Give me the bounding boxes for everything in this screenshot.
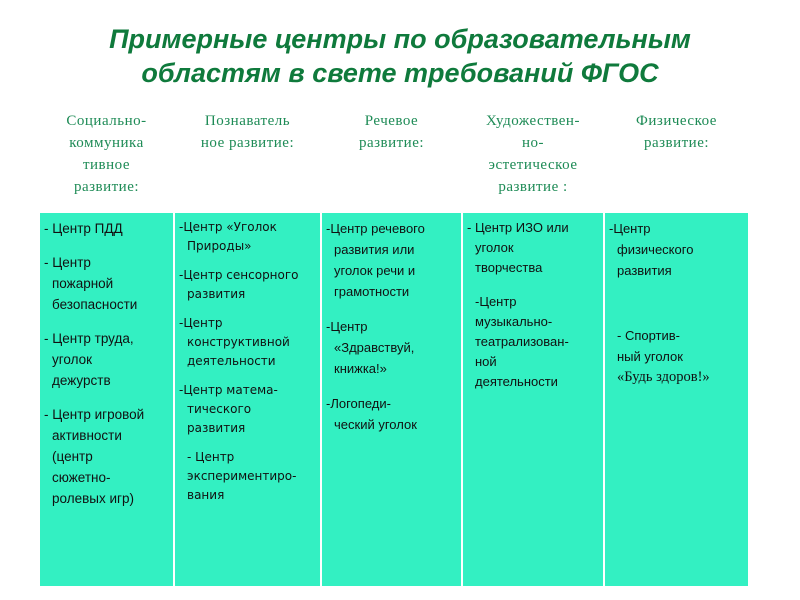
cell-line: деятельности <box>475 374 558 389</box>
cell-line: -Центр <box>179 316 223 330</box>
header-line: развитие: <box>358 135 425 151</box>
cell-line: - Центр труда, <box>44 331 134 346</box>
header-line: Познаватель <box>204 113 291 129</box>
cell-line: конструктивной <box>187 335 290 349</box>
cell-line: -Центр речевого <box>326 221 425 236</box>
cell-line: физического <box>617 242 694 257</box>
header-cognitive <box>175 110 320 210</box>
table-body-row <box>40 213 748 586</box>
cell-line: сюжетно- <box>52 470 111 485</box>
cell-line: ной <box>475 354 497 369</box>
header-social-communicative <box>40 110 173 210</box>
header-line: но- <box>521 135 545 151</box>
cell-line: дежурств <box>52 373 111 388</box>
header-physical <box>605 110 748 210</box>
header-line: эстетическое <box>488 157 578 173</box>
cell-line: -Центр сенсорного <box>179 268 299 282</box>
cell-line: театрализован- <box>475 334 569 349</box>
header-line: коммуника <box>69 135 144 151</box>
cell-line: развития <box>617 263 672 278</box>
cell-line: развития или <box>334 242 415 257</box>
cell-line: Природы» <box>187 239 252 253</box>
header-artistic-aesthetic <box>463 110 603 210</box>
cell-line: -Центр <box>475 294 517 309</box>
cell-social-communicative <box>40 213 173 586</box>
cell-physical <box>605 213 748 586</box>
cell-line: грамотности <box>334 284 410 299</box>
cell-line: «Будь здоров!» <box>617 369 710 385</box>
cell-line: музыкально- <box>475 314 553 329</box>
cell-line: - Центр <box>44 255 91 270</box>
cell-line: -Центр матема- <box>179 383 278 397</box>
header-line: ное развитие: <box>200 135 295 151</box>
cell-artistic-aesthetic <box>463 213 603 586</box>
cell-line: пожарной <box>52 276 114 291</box>
centers-table <box>40 110 748 586</box>
cell-line: безопасности <box>52 297 138 312</box>
cell-line: экспериментиро- <box>187 469 297 483</box>
cell-line: деятельности <box>187 354 276 368</box>
cell-line: уголок <box>475 240 514 255</box>
cell-line: - Центр игровой <box>44 407 145 422</box>
cell-line: -Центр <box>609 221 651 236</box>
cell-line: активности <box>52 428 122 443</box>
cell-line: уголок <box>52 352 93 367</box>
header-line: Художествен- <box>486 113 580 129</box>
cell-line: вания <box>187 488 225 502</box>
cell-line: (центр <box>52 449 93 464</box>
cell-line: развития <box>187 287 246 301</box>
cell-line: ческий уголок <box>334 417 417 432</box>
cell-line: -Центр <box>326 319 368 334</box>
header-line: развитие: <box>643 135 710 151</box>
cell-line: - Центр ПДД <box>44 221 123 236</box>
cell-line: - Спортив- <box>617 328 680 343</box>
header-speech <box>322 110 461 210</box>
header-line: Физическое <box>636 113 717 129</box>
header-line: Социально- <box>66 113 147 129</box>
cell-line: ный уголок <box>617 349 683 364</box>
table-header-row <box>40 110 748 210</box>
cell-line: «Здравствуй, <box>334 340 415 355</box>
header-line: Речевое <box>364 113 419 129</box>
title-line-1: Примерные центры по образовательным <box>109 24 691 54</box>
title-line-2: областям в свете требований ФГОС <box>141 58 659 88</box>
page-title <box>0 22 800 90</box>
cell-line: уголок речи и <box>334 263 416 278</box>
cell-line: ролевых игр) <box>52 491 134 506</box>
header-line: развитие : <box>498 179 568 195</box>
cell-line: - Центр <box>187 450 235 464</box>
cell-line: тического <box>187 402 252 416</box>
cell-cognitive <box>175 213 320 586</box>
cell-line: развития <box>187 421 246 435</box>
cell-line: - Центр ИЗО или <box>467 220 569 235</box>
header-line: тивное <box>82 157 131 173</box>
cell-line: творчества <box>475 260 543 275</box>
cell-line: -Логопеди- <box>326 396 391 411</box>
cell-speech <box>322 213 461 586</box>
header-line: развитие: <box>73 179 140 195</box>
cell-line: книжка!» <box>334 361 387 376</box>
cell-line: -Центр «Уголок <box>179 220 277 234</box>
